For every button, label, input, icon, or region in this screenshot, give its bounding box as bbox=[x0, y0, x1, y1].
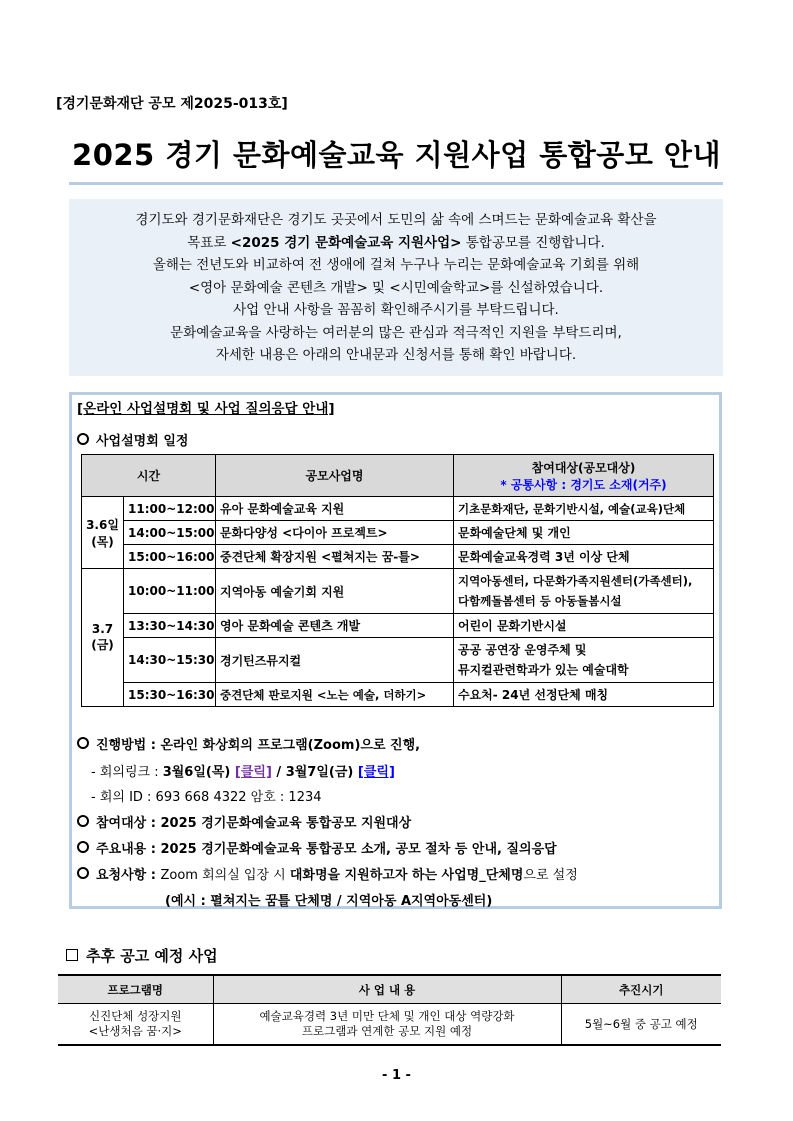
online-briefing-heading: [온라인 사업설명회 및 사업 질의응답 안내] bbox=[77, 401, 335, 417]
meeting-day2: 3월7일(금) bbox=[285, 765, 358, 780]
future-heading: 추후 공고 예정 사업 bbox=[86, 947, 218, 965]
future-header-period: 추진시기 bbox=[561, 975, 721, 1004]
circle-bullet-icon bbox=[77, 815, 89, 827]
future-header-row bbox=[58, 975, 721, 1004]
intro-box bbox=[69, 199, 723, 376]
future-program-cell bbox=[58, 1004, 213, 1046]
program-cell: 지역아동 예술기회 지원 bbox=[216, 569, 454, 614]
page-number: - 1 - bbox=[382, 1068, 411, 1083]
table-row bbox=[82, 521, 714, 545]
schedule-label: 사업설명회 일정 bbox=[96, 434, 189, 449]
intro-line-5: 사업 안내 사항을 꼼꼼히 확인해주시기를 부탁드립니다. bbox=[233, 302, 559, 318]
future-heading-row bbox=[66, 945, 218, 966]
intro-line-2-post: 통합공모를 진행합니다. bbox=[461, 234, 605, 251]
future-table bbox=[58, 974, 721, 1046]
future-period-cell: 5월~6월 중 공고 예정 bbox=[561, 1004, 721, 1046]
future-header-content: 사 업 내 용 bbox=[213, 975, 561, 1004]
request-plain-2: 으로 설정 bbox=[523, 868, 578, 883]
time-cell: 14:00~15:00 bbox=[124, 521, 216, 545]
header-target bbox=[454, 455, 714, 497]
future-content-cell bbox=[213, 1004, 561, 1046]
future-program-line-2: <난생처음 꿈·지> bbox=[88, 1024, 182, 1038]
program-cell: 영아 문화예술 콘텐츠 개발 bbox=[216, 614, 454, 638]
day-cell-2 bbox=[82, 569, 124, 707]
table-row bbox=[82, 545, 714, 569]
day-1-weekday: (목) bbox=[91, 534, 114, 549]
participants-row bbox=[77, 812, 411, 831]
program-cell: 유아 문화예술교육 지원 bbox=[216, 497, 454, 521]
page-title: 2025 경기 문화예술교육 지원사업 통합공모 안내 bbox=[72, 138, 721, 172]
header-time: 시간 bbox=[82, 455, 216, 497]
circle-bullet-icon bbox=[77, 433, 89, 445]
target-cell bbox=[454, 638, 714, 683]
table-row bbox=[82, 497, 714, 521]
day-2-date: 3.7 bbox=[91, 622, 114, 636]
intro-line-7: 자세한 내용은 아래의 안내문과 신청서를 통해 확인 바랍니다. bbox=[215, 347, 577, 363]
table-row bbox=[82, 569, 714, 614]
main-content-text: 주요내용 : 2025 경기문화예술교육 통합공모 소개, 공모 절차 등 안내, 질의응답 bbox=[96, 842, 557, 857]
target-cell: 문화예술교육경력 3년 이상 단체 bbox=[454, 545, 714, 569]
table-row bbox=[58, 1004, 721, 1046]
intro-line-2-bold: <2025 경기 문화예술교육 지원사업> bbox=[230, 234, 462, 251]
table-row bbox=[82, 683, 714, 707]
intro-line-3: 올해는 전년도와 비교하여 전 생애에 걸쳐 누구나 누리는 문화예술교육 기회를 위해 bbox=[152, 257, 640, 273]
main-content-row bbox=[77, 838, 557, 857]
target-line-2: 뮤지컬관련학과가 있는 예술대학 bbox=[458, 663, 629, 677]
intro-line-6: 문화예술교육을 사랑하는 여러분의 많은 관심과 적극적인 지원을 부탁드리며, bbox=[170, 324, 622, 341]
header-target-note: * 공통사항 : 경기도 소재(거주) bbox=[500, 477, 667, 492]
target-line-1: 지역아동센터, 다문화가족지원센터(가족센터), bbox=[458, 574, 693, 588]
intro-line-2 bbox=[69, 232, 723, 255]
target-cell: 기초문화재단, 문화기반시설, 예술(교육)단체 bbox=[454, 497, 714, 521]
target-cell: 어린이 문화기반시설 bbox=[454, 614, 714, 638]
time-cell: 13:30~14:30 bbox=[124, 614, 216, 638]
day-1-date: 3.6일 bbox=[86, 517, 119, 532]
request-bold: 대화명을 지원하고자 하는 사업명_단체명 bbox=[289, 868, 524, 883]
checkbox-square-icon bbox=[66, 949, 78, 961]
method-label: 진행방법 : 온라인 화상회의 프로그램(Zoom)으로 진행, bbox=[96, 738, 421, 753]
header-target-label: 참여대상(공모대상) bbox=[531, 460, 636, 475]
notice-number: [경기문화재단 공모 제2025-013호] bbox=[56, 96, 288, 112]
request-label: 요청사항 : bbox=[96, 868, 161, 883]
schedule-label-row bbox=[77, 430, 188, 449]
table-row bbox=[82, 638, 714, 683]
target-line-2: 다함께돌봄센터 등 아동돌봄시설 bbox=[458, 594, 622, 608]
time-cell: 15:00~16:00 bbox=[124, 545, 216, 569]
time-cell: 15:30~16:30 bbox=[124, 683, 216, 707]
request-plain-1: Zoom 회의실 입장 시 bbox=[160, 868, 290, 883]
meeting-link-row bbox=[91, 761, 395, 780]
schedule-header-row bbox=[82, 455, 714, 497]
intro-line-2-pre: 목표로 bbox=[187, 234, 231, 251]
target-line-1: 공공 공연장 운영주체 및 bbox=[458, 643, 587, 657]
intro-line-1: 경기도와 경기문화재단은 경기도 곳곳에서 도민의 삶 속에 스며드는 문화예술교육 확산을 bbox=[135, 212, 657, 228]
request-example: (예시 : 펼쳐지는 꿈틀 단체명 / 지역아동 A지역아동센터) bbox=[165, 894, 493, 909]
intro-line-4: <영아 문화예술 콘텐츠 개발> 및 <시민예술학교>를 신설하였습니다. bbox=[188, 279, 604, 296]
program-cell: 문화다양성 <다이아 프로젝트> bbox=[216, 521, 454, 545]
target-cell: 수요처- 24년 선정단체 매칭 bbox=[454, 683, 714, 707]
method-row bbox=[77, 734, 420, 753]
meeting-link-separator: / bbox=[271, 765, 286, 780]
program-cell: 경기틴즈뮤지컬 bbox=[216, 638, 454, 683]
header-program: 공모사업명 bbox=[216, 455, 454, 497]
request-row bbox=[77, 864, 578, 883]
program-cell: 중견단체 확장지원 <펼쳐지는 꿈-틀> bbox=[216, 545, 454, 569]
table-row bbox=[82, 614, 714, 638]
day-2-weekday: (금) bbox=[91, 638, 114, 652]
meeting-id: - 회의 ID : 693 668 4322 암호 : 1234 bbox=[91, 790, 322, 805]
future-content-line-2: 프로그램과 연계한 공모 지원 예정 bbox=[301, 1024, 473, 1038]
circle-bullet-icon bbox=[77, 737, 89, 749]
title-divider bbox=[69, 182, 723, 185]
future-header-program: 프로그램명 bbox=[58, 975, 213, 1004]
meeting-link-label: - 회의링크 : bbox=[91, 765, 163, 780]
meeting-link-day2[interactable]: [클릭] bbox=[357, 765, 395, 780]
target-cell: 문화예술단체 및 개인 bbox=[454, 521, 714, 545]
meeting-day1: 3월6일(목) bbox=[162, 765, 235, 780]
circle-bullet-icon bbox=[77, 867, 89, 879]
participants-text: 참여대상 : 2025 경기문화예술교육 통합공모 지원대상 bbox=[96, 816, 412, 831]
schedule-table bbox=[81, 454, 714, 707]
meeting-link-day1[interactable]: [클릭] bbox=[234, 765, 272, 780]
time-cell: 11:00~12:00 bbox=[124, 497, 216, 521]
day-cell-1 bbox=[82, 497, 124, 569]
time-cell: 10:00~11:00 bbox=[124, 569, 216, 614]
future-content-line-1: 예술교육경력 3년 미만 단체 및 개인 대상 역량강화 bbox=[259, 1009, 515, 1023]
target-cell bbox=[454, 569, 714, 614]
time-cell: 14:30~15:30 bbox=[124, 638, 216, 683]
program-cell: 중견단체 판로지원 <노는 예술, 더하기> bbox=[216, 683, 454, 707]
future-program-line-1: 신진단체 성장지원 bbox=[88, 1009, 182, 1023]
circle-bullet-icon bbox=[77, 841, 89, 853]
